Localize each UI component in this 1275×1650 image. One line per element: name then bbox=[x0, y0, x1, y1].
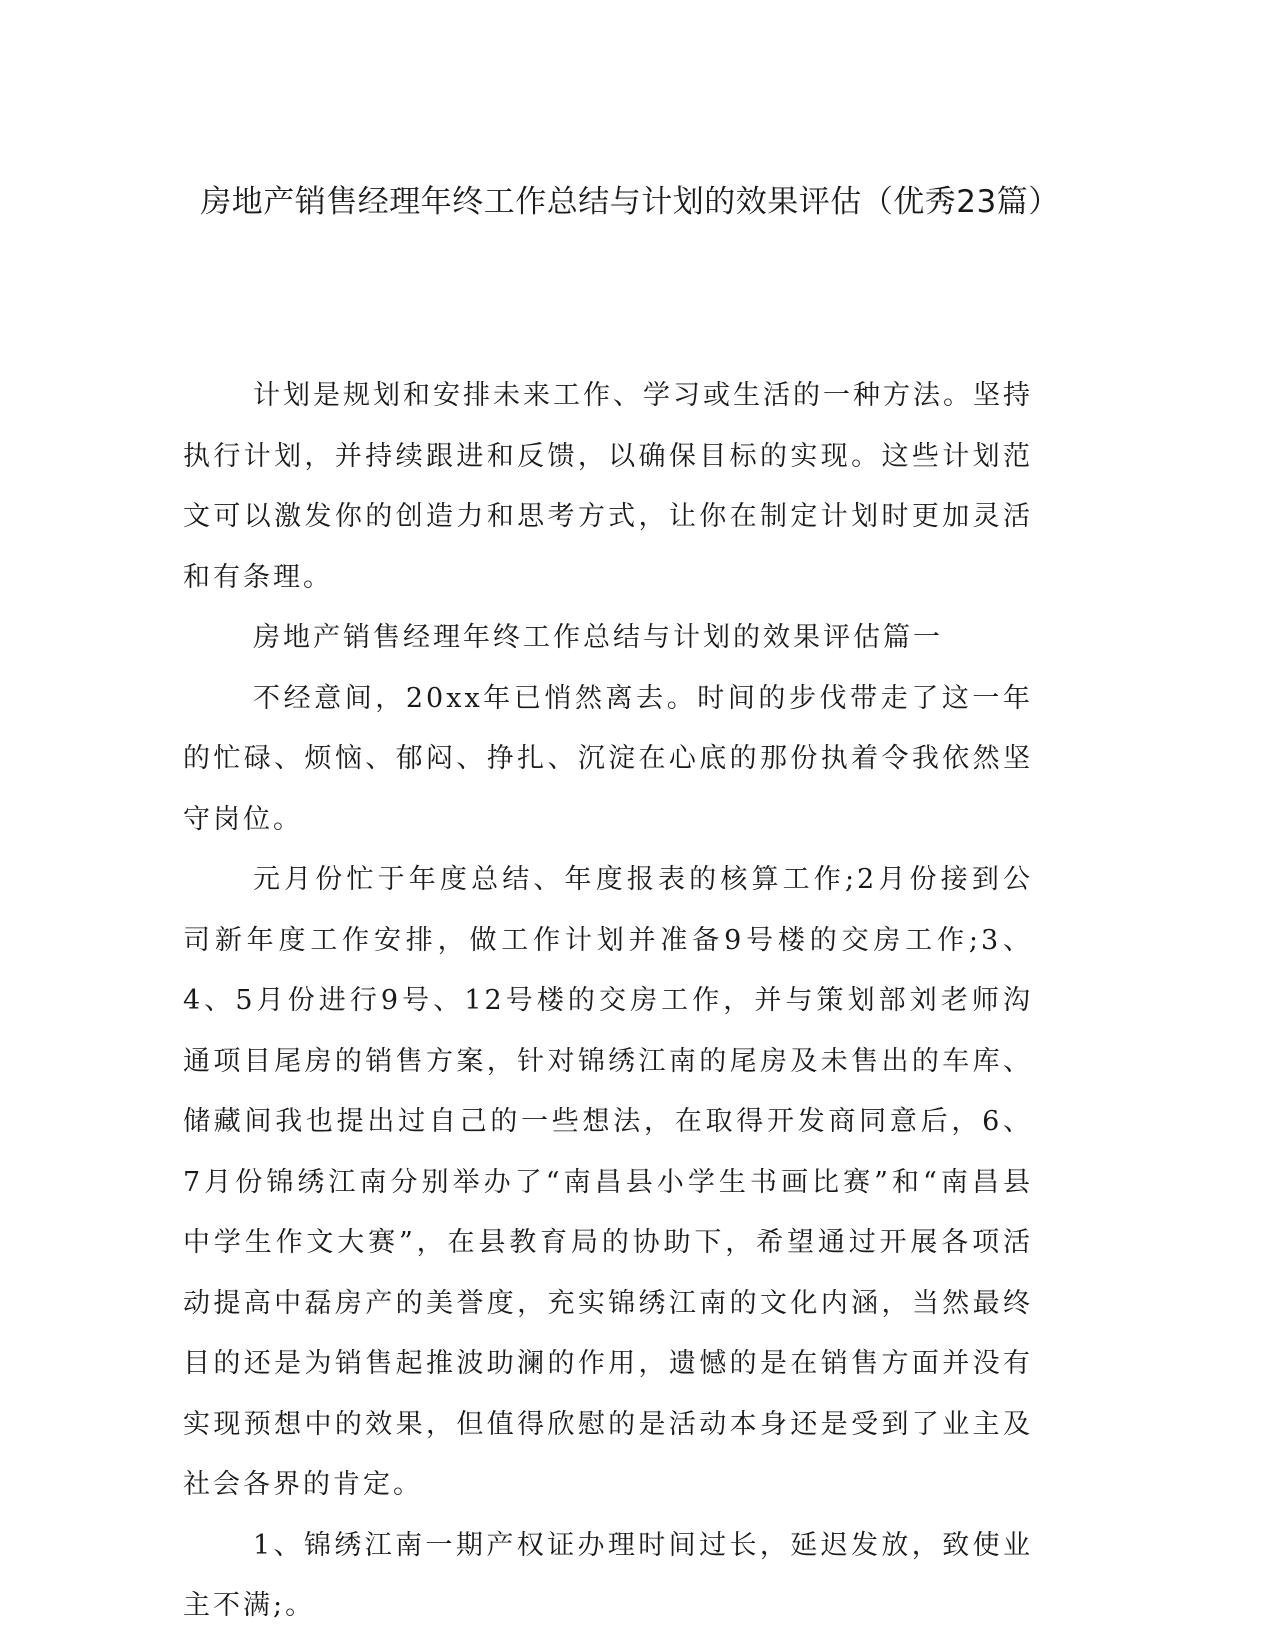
paragraph-intro: 计划是规划和安排未来工作、学习或生活的一种方法。坚持执行计划，并持续跟进和反馈，以确保目标的实现。这些计划范文可以激发你的创造力和思考方式，让你在制定计划时更加灵活和有条理。 bbox=[183, 380, 1033, 593]
paragraph-monthly-work: 元月份忙于年度总结、年度报表的核算工作;2月份接到公司新年度工作安排，做工作计划并准备9号楼的交房工作;3、4、5月份进行9号、12号楼的交房工作，并与策划部刘老师沟通项目尾房的销售方案，针对锦绣江南的尾房及未售出的车库、储藏间我也提出过自己的一些想法，在取得开发商同意后，6、7月份锦绣江南分别举办了“南昌县小学生书画比赛”和“南昌县中学生作文大赛”，在县教育局的协助下，希望通过开展各项活动提高中磊房产的美誉度，充实锦绣江南的文化内涵，当然最终目的还是为销售起推波助澜的作用，遗憾的是在销售方面并没有实现预想中的效果，但值得欣慰的是活动本身还是受到了业主及社会各界的肯定。 bbox=[183, 864, 1033, 1500]
paragraph-issue-1: 1、锦绣江南一期产权证办理时间过长，延迟发放，致使业主不满;。 bbox=[183, 1529, 1033, 1621]
document-body bbox=[183, 366, 1033, 1637]
document-title: 房地产销售经理年终工作总结与计划的效果评估（优秀23篇） bbox=[200, 184, 1060, 220]
paragraph-year-review: 不经意间，20xx年已悄然离去。时间的步伐带走了这一年的忙碌、烦恼、郁闷、挣扎、沉淀在心底的那份执着令我依然坚守岗位。 bbox=[183, 682, 1033, 835]
paragraph-section-heading: 房地产销售经理年终工作总结与计划的效果评估篇一 bbox=[253, 622, 943, 653]
